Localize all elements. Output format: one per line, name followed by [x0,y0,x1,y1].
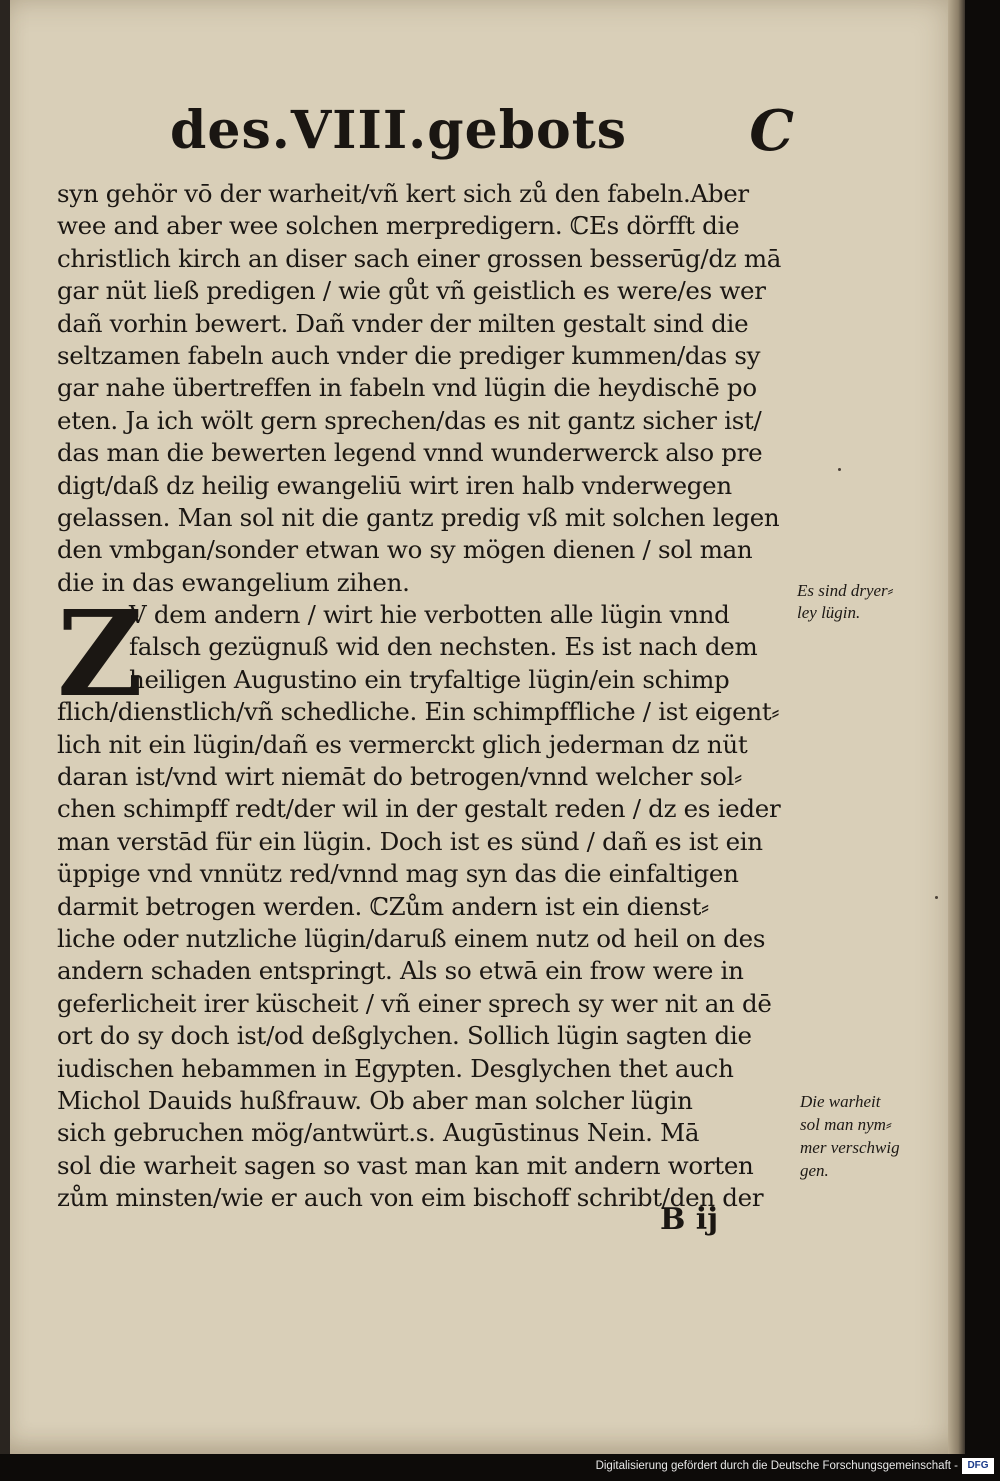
text-line: wee and aber wee solchen merpredigern. ℂEs dörfft die [57,211,740,241]
text-line: sich gebruchen mög/antwürt.s. Augūstinus Nein. Mā [57,1118,700,1148]
margin-note-line: Die warheit [800,1092,881,1111]
page-edge [948,0,965,1454]
paper-speck [935,896,938,899]
margin-note-line: sol man nym⸗ [800,1115,892,1134]
folio-mark: C [749,98,794,164]
text-line: eten. Ja ich wölt gern sprechen/das es nit gantz sicher ist/ [57,405,762,435]
margin-note [800,1090,940,1182]
text-line: digt/daß dz heilig ewangeliū wirt iren halb vnderwegen [57,470,732,500]
text-line: gar nahe übertreffen in fabeln vnd lügin die heydischē po [57,373,757,403]
text-line: Michol Dauids hußfrauw. Ob aber man solcher lügin [57,1085,693,1115]
text-line: üppige vnd vnnütz red/vnnd mag syn das die einfaltigen [57,859,739,889]
signature-mark: B ij [660,1202,719,1237]
margin-note-line: Es sind dryer⸗ [797,581,894,600]
text-line: christlich kirch an diser sach einer grossen besserūg/dz mā [57,243,782,273]
margin-note-line: mer verschwig [800,1138,900,1157]
text-line: heiligen Augustino ein tryfaltige lügin/ein schimp [129,664,730,694]
text-line: dañ vorhin bewert. Dañ vnder der milten gestalt sind die [57,308,749,338]
text-block [57,178,795,1215]
footer-credit: Digitalisierung gefördert durch die Deutsche Forschungsgemeinschaft - [595,1460,958,1472]
page-header [170,98,794,170]
text-line: sol die warheit sagen so vast man kan mit andern worten [57,1150,754,1180]
dfg-logo-icon[interactable]: DFG [962,1458,994,1474]
text-line: V dem andern / wirt hie verbotten alle lügin vnnd [129,600,730,630]
margin-note-line: gen. [800,1161,829,1180]
text-line: geferlicheit irer küscheit / vñ einer sprech sy wer nit an dē [57,988,772,1018]
paper-speck [838,468,841,471]
running-title: des.VIII.gebots [170,100,628,161]
text-line: iudischen hebammen in Egypten. Desglychen thet auch [57,1053,734,1083]
text-line: gelassen. Man sol nit die gantz predig vß mit solchen legen [57,502,780,532]
text-line: daran ist/vnd wirt niemāt do betrogen/vnnd welcher sol⸗ [57,762,742,792]
text-line: gar nüt ließ predigen / wie gůt vñ geistlich es were/es wer [57,276,766,306]
text-line: ort do sy doch ist/od deßglychen. Sollich lügin sagten die [57,1021,752,1051]
margin-note [797,580,937,624]
margin-note-line: ley lügin. [797,603,861,622]
drop-cap-initial: Z [57,584,144,723]
text-line: falsch gezügnuß wid den nechsten. Es ist nach dem [129,632,758,662]
text-line: zům minsten/wie er auch von eim bischoff schribt/den der [57,1183,764,1213]
text-line: das man die bewerten legend vnnd wunderwerck also pre [57,438,763,468]
text-line: syn gehör vō der warheit/vñ kert sich zů den fabeln.Aber [57,179,749,208]
text-line: seltzamen fabeln auch vnder die prediger kummen/das sy [57,340,761,370]
text-line: den vmbgan/sonder etwan wo sy mögen dienen / sol man [57,535,753,565]
text-line: darmit betrogen werden. ℂZům andern ist ein dienst⸗ [57,891,709,921]
text-line: lich nit ein lügin/dañ es vermerckt glich jederman dz nüt [57,729,748,759]
text-line: man verstād für ein lügin. Doch ist es sünd / dañ es ist ein [57,826,763,856]
text-line: liche oder nutzliche lügin/daruß einem nutz od heil on des [57,923,766,953]
text-line: flich/dienstlich/vñ schedliche. Ein schimpffliche / ist eigent⸗ [57,697,780,727]
text-line: chen schimpff redt/der wil in der gestalt reden / dz es ieder [57,794,781,824]
text-line: die in das ewangelium zihen. [57,567,410,597]
text-line: andern schaden entspringt. Als so etwā ein frow were in [57,956,744,986]
